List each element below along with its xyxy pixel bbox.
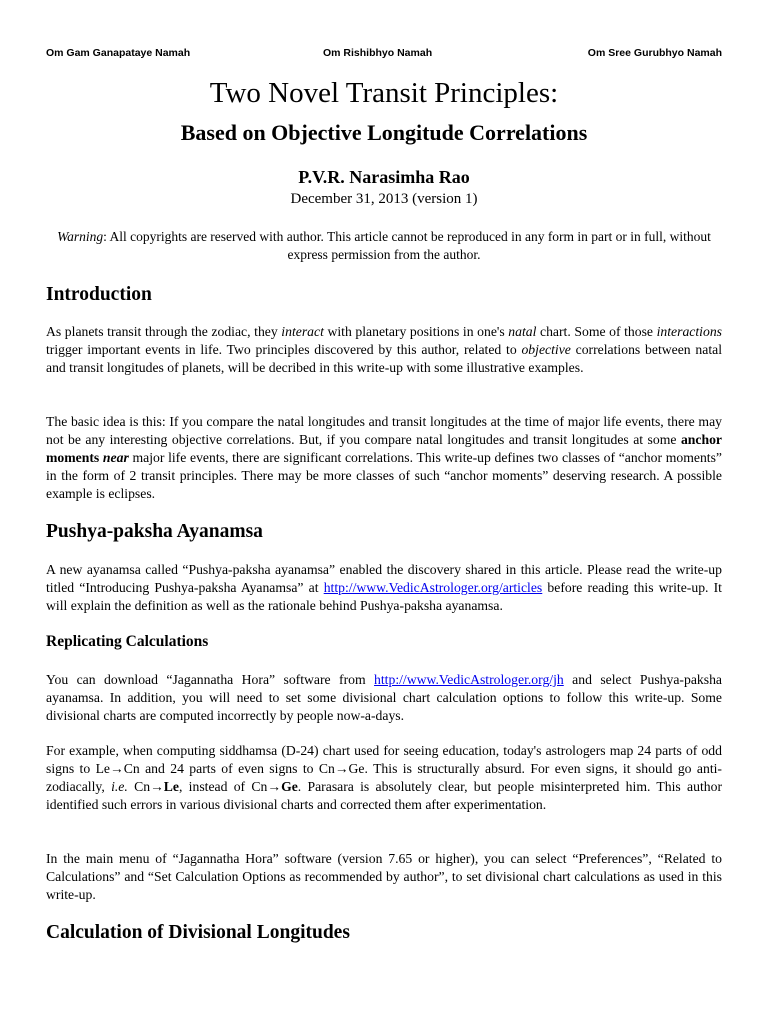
divisional-heading: Calculation of Divisional Longitudes bbox=[46, 922, 350, 943]
replicating-paragraph-1 bbox=[46, 671, 722, 725]
arrow-symbol: → bbox=[110, 761, 124, 776]
emphasis-text: natal bbox=[508, 324, 537, 339]
replicating-paragraph-2 bbox=[46, 742, 722, 814]
emphasis-text: objective bbox=[521, 342, 571, 357]
text-run: . Parasara is absolutely clear, but people misinterpreted him. This author identified such errors in various divisional charts and corrected them after experimentation. bbox=[46, 779, 722, 812]
page-header bbox=[46, 47, 722, 61]
bold-text: Le bbox=[163, 779, 179, 794]
text-run: A new ayanamsa called “Pushya-paksha ayanamsa” enabled the discovery shared in this article. Please read the write-up titled “Introducing Pushya-paksha Ayanamsa” at bbox=[46, 562, 722, 595]
text-run: Ge. This is structurally absurd. For even signs, it should go anti-zodiacally, bbox=[46, 761, 722, 794]
arrow-symbol: → bbox=[334, 761, 349, 776]
introduction-paragraph-1 bbox=[46, 323, 722, 377]
arrow-symbol: → bbox=[150, 779, 164, 794]
text-run: and select Pushya-paksha ayanamsa. In addition, you will need to set some divisional chart calculation options to follow this write-up. Some divisional charts are computed incorrectly by people now-a-days. bbox=[46, 672, 722, 723]
pushya-paragraph bbox=[46, 561, 722, 615]
emphasis-text: i.e. bbox=[111, 779, 128, 794]
text-run: trigger important events in life. Two principles discovered by this author, related to bbox=[46, 342, 522, 357]
text-run: major life events, there are significant correlations. This write-up defines two classes of “anchor moments” in the form of 2 transit principles. There may be more classes of such “anchor moments” deserving research. A possible example is eclipses. bbox=[46, 450, 722, 501]
warning-label: Warning bbox=[57, 229, 104, 244]
document-title: Two Novel Transit Principles: bbox=[209, 77, 559, 109]
text-run: You can download “Jagannatha Hora” software from bbox=[46, 672, 375, 687]
bold-text: anchor moments bbox=[46, 432, 722, 465]
bold-text: Ge bbox=[281, 779, 298, 794]
header-right-text: Om Sree Gurubhyo Namah bbox=[587, 47, 722, 59]
emphasis-text: interact bbox=[281, 324, 324, 339]
text-run: correlations between natal and transit longitudes of planets, will be decribed in this write-up with some illustrative examples. bbox=[46, 342, 723, 375]
warning-text: : All copyrights are reserved with author. This article cannot be reproduced in any form in part or in full, without express permission from the author. bbox=[103, 229, 711, 262]
text-run: Cn and 24 parts of even signs to Cn bbox=[123, 761, 335, 776]
author-name: P.V.R. Narasimha Rao bbox=[298, 167, 470, 187]
introduction-heading: Introduction bbox=[46, 284, 152, 305]
jh-download-link[interactable]: http://www.VedicAstrologer.org/jh bbox=[374, 672, 564, 687]
emphasis-text: interactions bbox=[656, 324, 722, 339]
text-run: chart. Some of those bbox=[536, 324, 657, 339]
text-run: The basic idea is this: If you compare the natal longitudes and transit longitudes at the time of major life events, there may not be any interesting objective correlations. But, if you compare natal longitudes and transit longitudes at some bbox=[46, 414, 722, 447]
introduction-paragraph-2 bbox=[46, 413, 722, 503]
text-run: before reading this write-up. It will explain the definition as well as the rationale behind Pushya-paksha ayanamsa. bbox=[46, 580, 722, 613]
bold-italic-text: near bbox=[102, 450, 129, 465]
document-subtitle: Based on Objective Longitude Correlations bbox=[180, 120, 588, 145]
replicating-heading: Replicating Calculations bbox=[46, 633, 209, 650]
text-run: , instead of Cn bbox=[178, 779, 268, 794]
header-left-text: Om Gam Ganapataye Namah bbox=[46, 47, 191, 59]
text-run: Cn bbox=[127, 779, 151, 794]
arrow-symbol: → bbox=[267, 779, 282, 794]
replicating-paragraph-3: In the main menu of “Jagannatha Hora” software (version 7.65 or higher), you can select “Preferences”, “Related to Calculations” and “Set Calculation Options as recommended by author”, to set divisional chart calculations as used in this write-up. bbox=[46, 851, 722, 902]
articles-link[interactable]: http://www.VedicAstrologer.org/articles bbox=[323, 580, 543, 595]
text-run: with planetary positions in one's bbox=[323, 324, 509, 339]
copyright-warning bbox=[46, 228, 722, 264]
text-run: For example, when computing siddhamsa (D-24) chart used for seeing education, today's astrologers map 24 parts of odd signs to Le bbox=[46, 743, 722, 776]
document-date: December 31, 2013 (version 1) bbox=[290, 191, 478, 207]
text-run: As planets transit through the zodiac, they bbox=[46, 324, 282, 339]
pushya-heading: Pushya-paksha Ayanamsa bbox=[46, 521, 263, 542]
header-center-text: Om Rishibhyo Namah bbox=[323, 47, 433, 59]
